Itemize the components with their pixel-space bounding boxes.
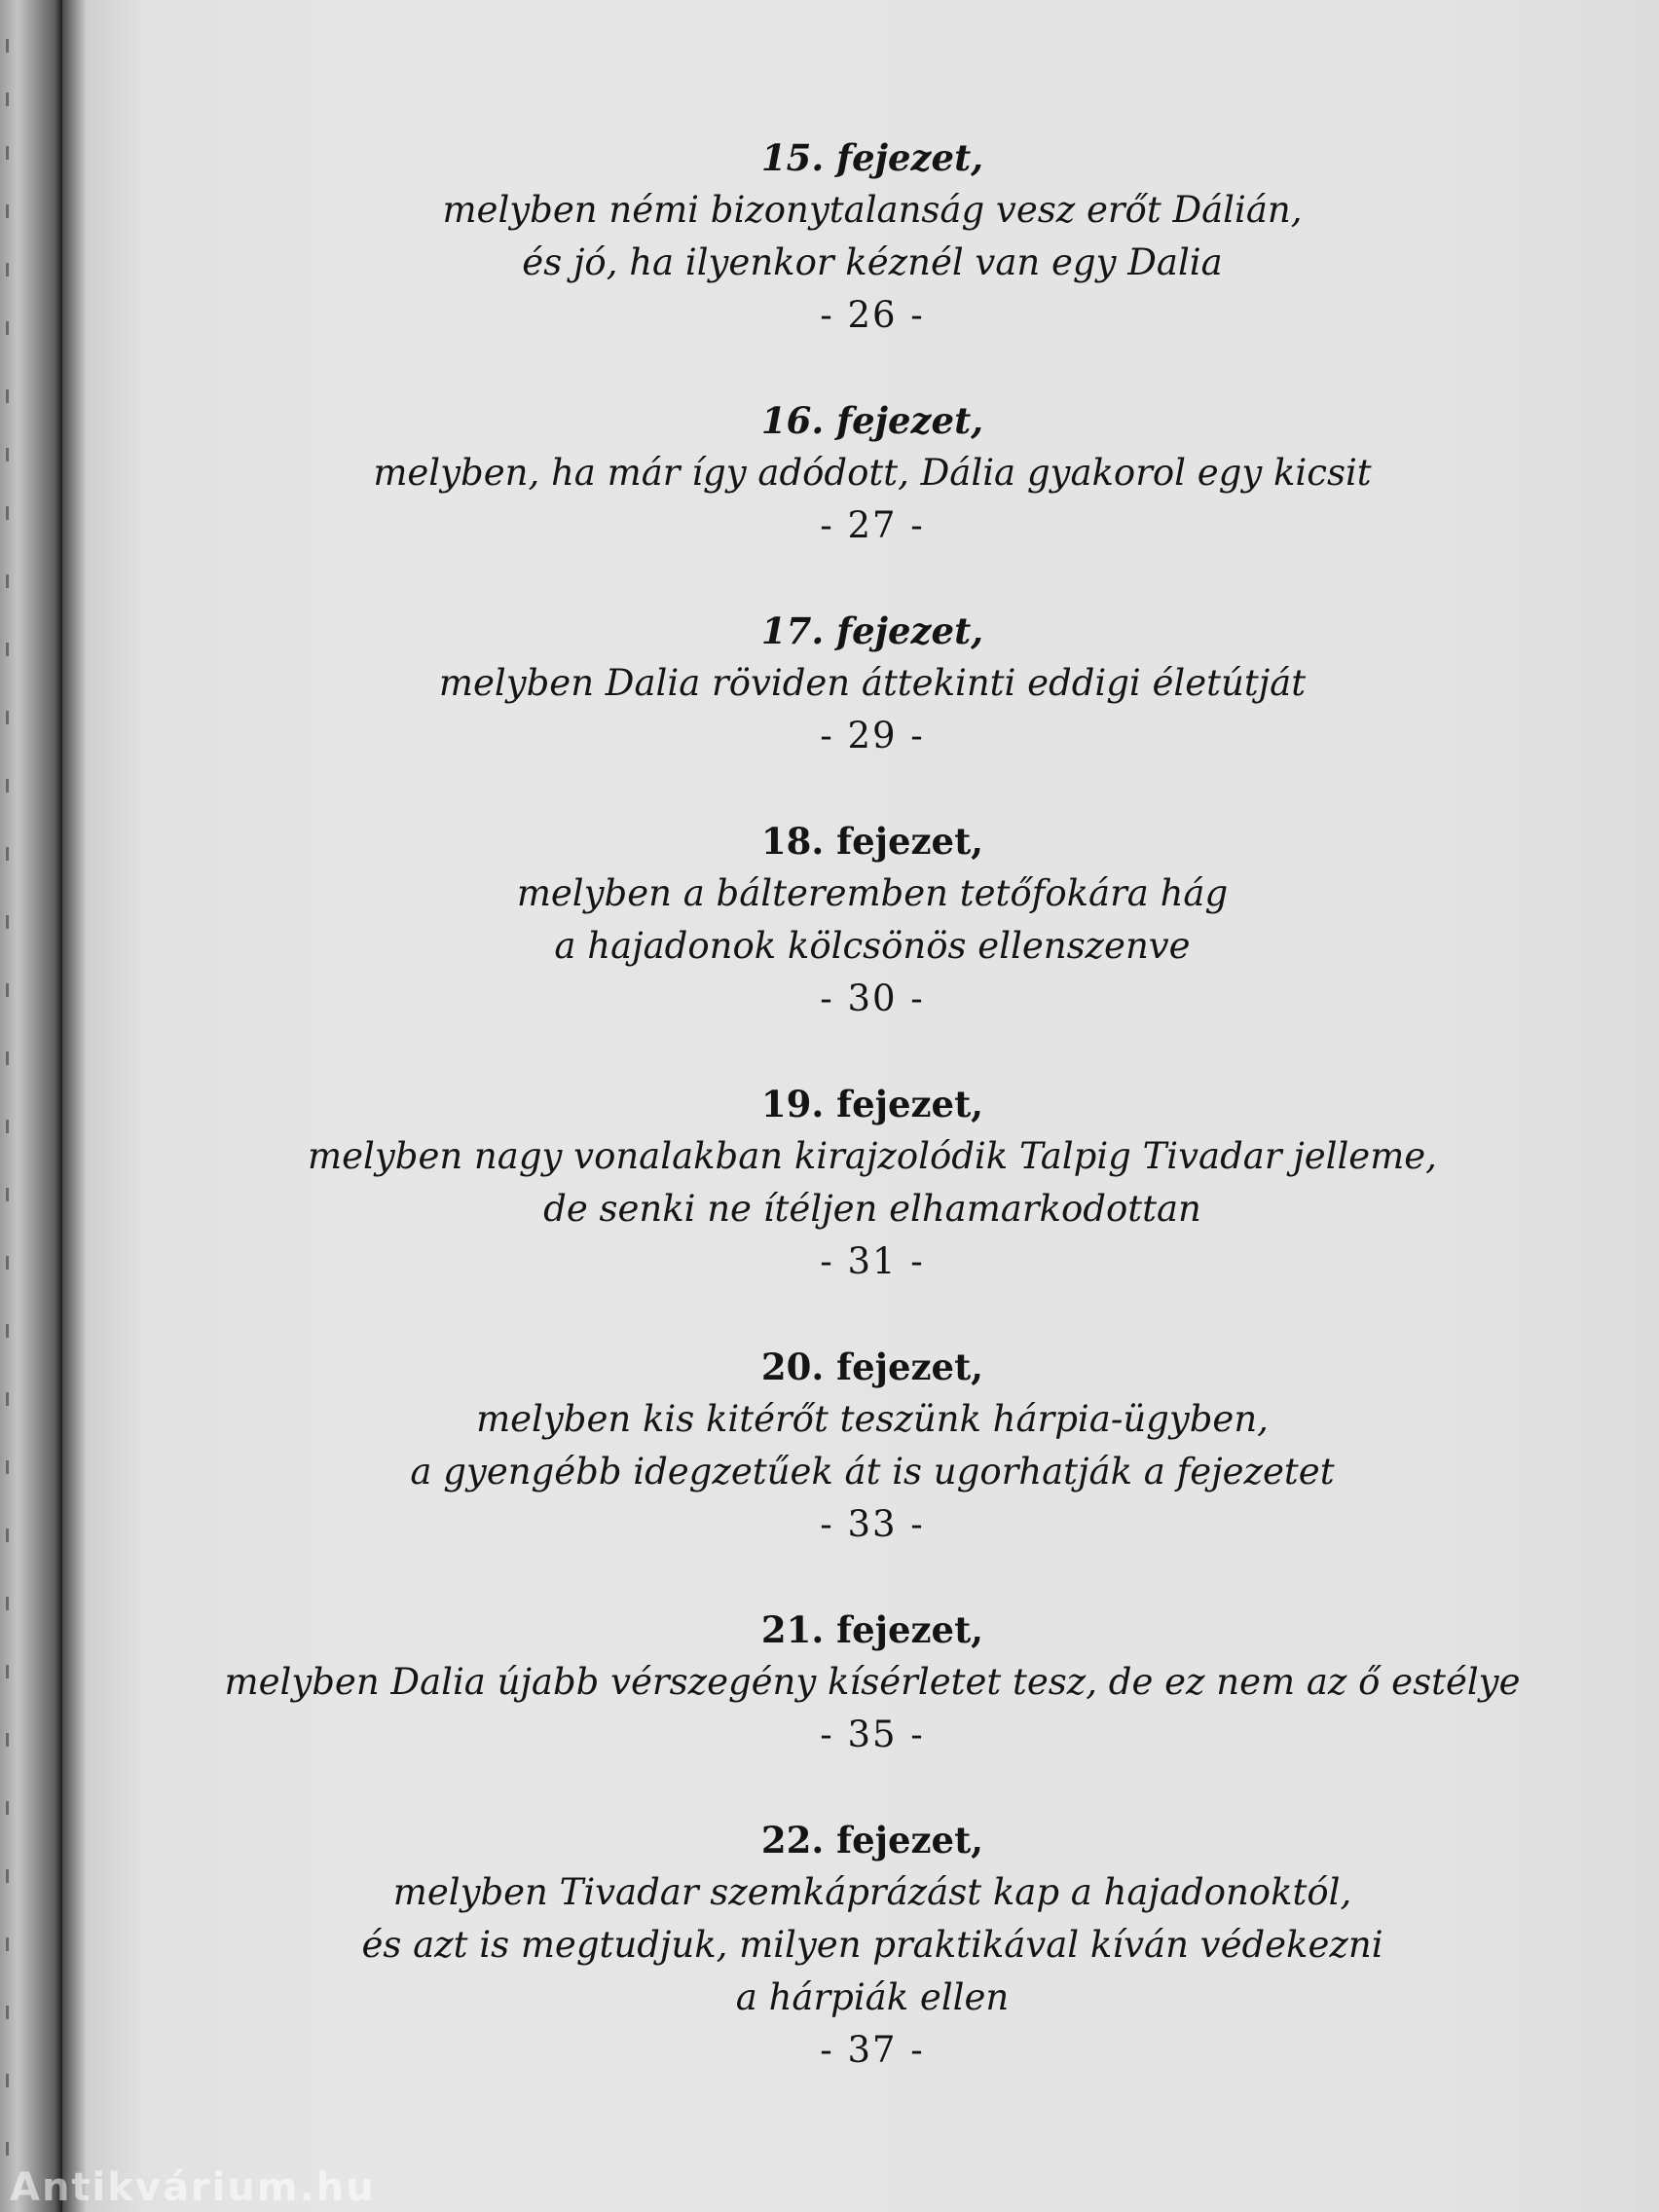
chapter-subtitle-line: melyben a bálteremben tetőfokára hág [516, 872, 1229, 914]
chapter-title: 16. fejezet, [760, 399, 984, 442]
chapter-subtitle-line: a hárpiák ellen [735, 1976, 1010, 2018]
spine-mark [6, 847, 9, 861]
spine-mark [6, 643, 9, 656]
page-gutter [62, 0, 86, 2212]
chapter-subtitle-line: és jó, ha ilyenkor kéznél van egy Dalia [522, 241, 1223, 283]
spine-mark [6, 1937, 9, 1951]
page-number: - 31 - [820, 1240, 925, 1282]
chapter-subtitle-line: melyben kis kitérőt teszünk hárpia-ügyben, [476, 1398, 1269, 1440]
toc-entry [86, 605, 1659, 762]
chapter-title: 22. fejezet, [760, 1819, 984, 1862]
spine-mark [6, 711, 9, 724]
chapter-title: 18. fejezet, [760, 820, 984, 863]
chapter-title: 20. fejezet, [760, 1346, 984, 1388]
spine-mark [6, 506, 9, 520]
spine-mark [6, 1120, 9, 1133]
spine-mark [6, 983, 9, 997]
spine-mark [6, 448, 9, 461]
spine-mark [6, 146, 9, 160]
page-number: - 33 - [820, 1503, 925, 1545]
page-number: - 35 - [820, 1714, 925, 1755]
page-number: - 26 - [820, 294, 925, 336]
spine-mark [6, 92, 9, 106]
spine-mark [6, 1324, 9, 1338]
chapter-subtitle-line: melyben Tivadar szemkáprázást kap a hajadonoktól, [392, 1871, 1352, 1913]
spine-mark [6, 1188, 9, 1201]
chapter-subtitle-line: és azt is megtudjuk, milyen praktikával kíván védekezni [361, 1924, 1383, 1966]
spine-mark [6, 1869, 9, 1883]
toc-entry [86, 1814, 1659, 2077]
spine-mark [6, 779, 9, 793]
chapter-subtitle-line: a hajadonok kölcsönös ellenszenve [554, 925, 1191, 967]
spine-mark [6, 1733, 9, 1747]
chapter-title: 19. fejezet, [760, 1083, 984, 1125]
toc-entry [86, 1341, 1659, 1551]
toc-entry [86, 1604, 1659, 1761]
toc-entry [86, 1078, 1659, 1288]
book-spine [0, 0, 62, 2212]
chapter-subtitle-line: melyben Dalia újabb vérszegény kísérletet tesz, de ez nem az ő estélye [224, 1661, 1521, 1703]
spine-mark [6, 321, 9, 335]
spine-mark [6, 2006, 9, 2019]
spine-mark [6, 1051, 9, 1065]
chapter-subtitle-line: melyben, ha már így adódott, Dália gyakorol egy kicsit [373, 452, 1372, 494]
spine-mark [6, 2142, 9, 2156]
chapter-title: 17. fejezet, [760, 609, 984, 652]
spine-mark [6, 574, 9, 588]
chapter-subtitle-line: melyben Dalia röviden áttekinti eddigi életútját [438, 662, 1307, 704]
chapter-subtitle-line: melyben nagy vonalakban kirajzolódik Talpig Tivadar jelleme, [308, 1135, 1437, 1177]
page-number: - 29 - [820, 715, 925, 756]
spine-mark [6, 915, 9, 929]
chapter-subtitle-line: de senki ne ítéljen elhamarkodottan [543, 1188, 1201, 1230]
spine-mark [6, 1256, 9, 1270]
spine-mark [6, 39, 9, 53]
spine-mark [6, 1460, 9, 1474]
spine-mark [6, 1801, 9, 1815]
page-number: - 37 - [820, 2029, 925, 2071]
spine-mark [6, 1392, 9, 1406]
spine-mark [6, 204, 9, 218]
table-of-contents [86, 131, 1659, 2129]
spine-mark [6, 1665, 9, 1678]
spine-mark [6, 2074, 9, 2087]
spine-mark [6, 1597, 9, 1610]
page-number: - 30 - [820, 977, 925, 1019]
chapter-subtitle-line: a gyengébb idegzetűek át is ugorhatják a fejezetet [410, 1451, 1335, 1493]
spine-mark [6, 1529, 9, 1542]
spine-mark [6, 389, 9, 403]
chapter-subtitle-line: melyben némi bizonytalanság vesz erőt Dálián, [442, 189, 1303, 231]
chapter-title: 15. fejezet, [760, 136, 984, 179]
page-number: - 27 - [820, 504, 925, 546]
toc-entry [86, 394, 1659, 552]
toc-entry [86, 131, 1659, 342]
chapter-title: 21. fejezet, [760, 1608, 984, 1651]
spine-mark [6, 263, 9, 276]
toc-entry [86, 815, 1659, 1025]
watermark: Antikvárium.hu [10, 2165, 376, 2210]
